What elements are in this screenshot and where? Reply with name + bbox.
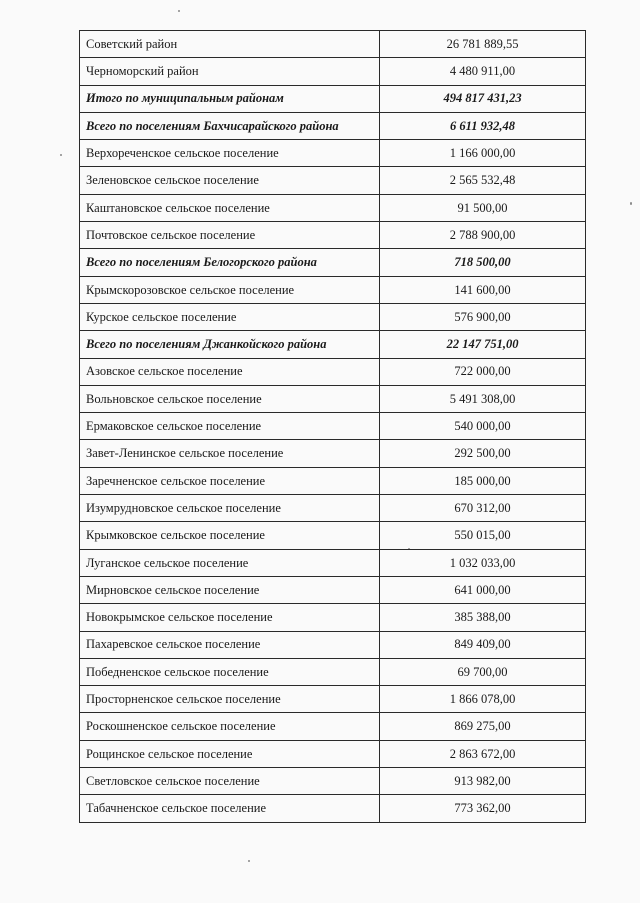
row-amount: 773 362,00 xyxy=(380,795,586,822)
row-amount: 385 388,00 xyxy=(380,604,586,631)
scan-speck xyxy=(178,10,180,12)
row-name: Роскошненское сельское поселение xyxy=(80,713,380,740)
row-name: Азовское сельское поселение xyxy=(80,358,380,385)
table-row xyxy=(80,658,586,685)
scan-speck xyxy=(60,154,62,156)
table-row xyxy=(80,549,586,576)
table-total-row xyxy=(80,85,586,112)
table-row xyxy=(80,358,586,385)
table-row xyxy=(80,440,586,467)
row-name: Верхореченское сельское поселение xyxy=(80,140,380,167)
row-name: Светловское сельское поселение xyxy=(80,768,380,795)
table-row xyxy=(80,413,586,440)
row-amount: 185 000,00 xyxy=(380,467,586,494)
row-name: Рощинское сельское поселение xyxy=(80,740,380,767)
row-name: Ермаковское сельское поселение xyxy=(80,413,380,440)
table-total-row xyxy=(80,331,586,358)
row-amount: 5 491 308,00 xyxy=(380,385,586,412)
table-row xyxy=(80,686,586,713)
row-amount: 576 900,00 xyxy=(380,303,586,330)
table-row xyxy=(80,31,586,58)
row-amount: 670 312,00 xyxy=(380,495,586,522)
table-row xyxy=(80,140,586,167)
row-name: Победненское сельское поселение xyxy=(80,658,380,685)
row-name: Завет-Ленинское сельское поселение xyxy=(80,440,380,467)
table-body xyxy=(80,31,586,823)
row-amount: 1 032 033,00 xyxy=(380,549,586,576)
row-amount: 641 000,00 xyxy=(380,576,586,603)
row-name: Изумрудновское сельское поселение xyxy=(80,495,380,522)
row-amount: 22 147 751,00 xyxy=(380,331,586,358)
row-name: Просторненское сельское поселение xyxy=(80,686,380,713)
row-name: Крымскорозовское сельское поселение xyxy=(80,276,380,303)
row-amount: 1 866 078,00 xyxy=(380,686,586,713)
row-name: Всего по поселениям Бахчисарайского района xyxy=(80,112,380,139)
budget-allocation-table xyxy=(79,30,586,823)
row-amount: 913 982,00 xyxy=(380,768,586,795)
table-row xyxy=(80,740,586,767)
row-amount: 26 781 889,55 xyxy=(380,31,586,58)
table-row xyxy=(80,795,586,822)
row-name: Луганское сельское поселение xyxy=(80,549,380,576)
table-row xyxy=(80,58,586,85)
row-amount: 540 000,00 xyxy=(380,413,586,440)
row-amount: 2 788 900,00 xyxy=(380,222,586,249)
table-total-row xyxy=(80,249,586,276)
table-row xyxy=(80,222,586,249)
table-row xyxy=(80,385,586,412)
row-name: Почтовское сельское поселение xyxy=(80,222,380,249)
row-name: Новокрымское сельское поселение xyxy=(80,604,380,631)
row-amount: 4 480 911,00 xyxy=(380,58,586,85)
row-name: Каштановское сельское поселение xyxy=(80,194,380,221)
table-row xyxy=(80,495,586,522)
row-name: Курское сельское поселение xyxy=(80,303,380,330)
table-row xyxy=(80,303,586,330)
row-name: Советский район xyxy=(80,31,380,58)
row-amount: 849 409,00 xyxy=(380,631,586,658)
row-name: Всего по поселениям Джанкойского района xyxy=(80,331,380,358)
row-name: Черноморский район xyxy=(80,58,380,85)
table-row xyxy=(80,576,586,603)
row-amount: 2 863 672,00 xyxy=(380,740,586,767)
row-name: Табачненское сельское поселение xyxy=(80,795,380,822)
scan-speck xyxy=(630,202,632,205)
row-name: Заречненское сельское поселение xyxy=(80,467,380,494)
row-name: Всего по поселениям Белогорского района xyxy=(80,249,380,276)
row-amount: 550 015,00 xyxy=(380,522,586,549)
table-row xyxy=(80,194,586,221)
row-amount: 2 565 532,48 xyxy=(380,167,586,194)
table-total-row xyxy=(80,112,586,139)
row-amount: 69 700,00 xyxy=(380,658,586,685)
row-name: Крымковское сельское поселение xyxy=(80,522,380,549)
row-amount: 6 611 932,48 xyxy=(380,112,586,139)
row-amount: 141 600,00 xyxy=(380,276,586,303)
row-amount: 869 275,00 xyxy=(380,713,586,740)
row-name: Вольновское сельское поселение xyxy=(80,385,380,412)
table-row xyxy=(80,167,586,194)
row-amount: 718 500,00 xyxy=(380,249,586,276)
row-amount: 91 500,00 xyxy=(380,194,586,221)
table-row xyxy=(80,604,586,631)
table-row xyxy=(80,276,586,303)
table-row xyxy=(80,522,586,549)
table-row xyxy=(80,768,586,795)
row-amount: 292 500,00 xyxy=(380,440,586,467)
row-name: Зеленовское сельское поселение xyxy=(80,167,380,194)
table-row xyxy=(80,631,586,658)
row-amount: 722 000,00 xyxy=(380,358,586,385)
row-name: Итого по муниципальным районам xyxy=(80,85,380,112)
row-amount: 1 166 000,00 xyxy=(380,140,586,167)
table-row xyxy=(80,467,586,494)
row-name: Пахаревское сельское поселение xyxy=(80,631,380,658)
row-name: Мирновское сельское поселение xyxy=(80,576,380,603)
row-amount: 494 817 431,23 xyxy=(380,85,586,112)
scan-speck xyxy=(248,860,250,862)
table-row xyxy=(80,713,586,740)
